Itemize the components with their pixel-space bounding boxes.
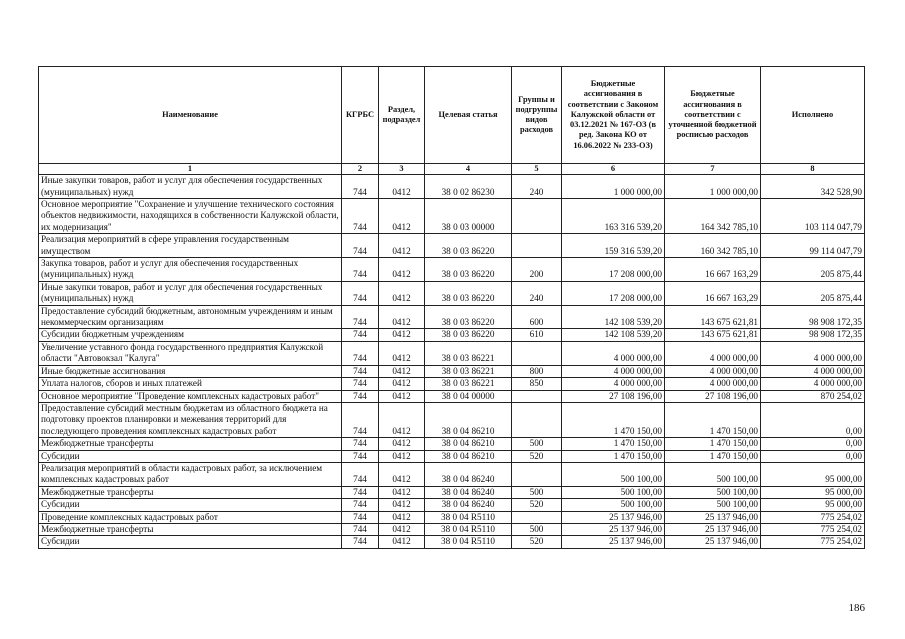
table-row (39, 341, 865, 365)
col-number: 8 (761, 164, 865, 175)
row-done: 0,00 (761, 438, 865, 450)
table-row (39, 258, 865, 282)
row-section: 0412 (379, 305, 425, 329)
row-kgrbs: 744 (342, 341, 379, 365)
row-name: Субсидии (39, 499, 342, 511)
row-section: 0412 (379, 378, 425, 390)
row-kgrbs: 744 (342, 486, 379, 498)
row-assign-plan: 4 000 000,00 (665, 341, 761, 365)
row-group: 240 (512, 175, 562, 199)
header-kgrbs: КГРБС (342, 67, 379, 164)
row-target: 38 0 04 R5110 (425, 536, 512, 548)
table-row (39, 523, 865, 535)
row-target: 38 0 02 86230 (425, 175, 512, 199)
row-assign-plan: 25 137 946,00 (665, 536, 761, 548)
row-kgrbs: 744 (342, 511, 379, 523)
row-assign-law: 1 000 000,00 (562, 175, 665, 199)
row-done: 99 114 047,79 (761, 234, 865, 258)
row-group: 200 (512, 258, 562, 282)
row-assign-law: 17 208 000,00 (562, 258, 665, 282)
row-assign-plan: 1 470 150,00 (665, 402, 761, 437)
table-row (39, 329, 865, 341)
row-group: 520 (512, 450, 562, 462)
row-target: 38 0 04 86240 (425, 499, 512, 511)
row-kgrbs: 744 (342, 499, 379, 511)
row-assign-law: 25 137 946,00 (562, 536, 665, 548)
row-kgrbs: 744 (342, 199, 379, 234)
row-name: Основное мероприятие "Проведение комплексных кадастровых работ" (39, 390, 342, 402)
row-done: 775 254,02 (761, 523, 865, 535)
row-done: 0,00 (761, 402, 865, 437)
row-target: 38 0 03 86221 (425, 365, 512, 377)
row-name: Иные бюджетные ассигнования (39, 365, 342, 377)
row-kgrbs: 744 (342, 305, 379, 329)
table-row (39, 378, 865, 390)
row-name: Межбюджетные трансферты (39, 486, 342, 498)
row-kgrbs: 744 (342, 523, 379, 535)
row-name: Проведение комплексных кадастровых работ (39, 511, 342, 523)
row-kgrbs: 744 (342, 438, 379, 450)
row-kgrbs: 744 (342, 378, 379, 390)
row-done: 95 000,00 (761, 462, 865, 486)
row-assign-law: 142 108 539,20 (562, 329, 665, 341)
row-done: 775 254,02 (761, 511, 865, 523)
row-name: Иные закупки товаров, работ и услуг для обеспечения государственных (муниципальных) нужд (39, 281, 342, 305)
row-section: 0412 (379, 175, 425, 199)
row-group: 500 (512, 523, 562, 535)
row-group: 850 (512, 378, 562, 390)
row-group: 800 (512, 365, 562, 377)
table-header-row (39, 67, 865, 164)
header-groups: Группы и подгруппы видов расходов (512, 67, 562, 164)
row-section: 0412 (379, 341, 425, 365)
row-assign-plan: 160 342 785,10 (665, 234, 761, 258)
row-name: Иные закупки товаров, работ и услуг для обеспечения государственных (муниципальных) нужд (39, 175, 342, 199)
row-name: Реализация мероприятий в сфере управления государственным имуществом (39, 234, 342, 258)
col-number: 2 (342, 164, 379, 175)
row-kgrbs: 744 (342, 402, 379, 437)
table-row (39, 199, 865, 234)
row-assign-law: 1 470 150,00 (562, 450, 665, 462)
row-section: 0412 (379, 450, 425, 462)
row-assign-plan: 143 675 621,81 (665, 305, 761, 329)
row-name: Реализация мероприятий в области кадастровых работ, за исключением комплексных кадастровых работ (39, 462, 342, 486)
row-name: Предоставление субсидий бюджетным, автономным учреждениям и иным некоммерческим организациям (39, 305, 342, 329)
col-number: 7 (665, 164, 761, 175)
row-section: 0412 (379, 258, 425, 282)
row-section: 0412 (379, 329, 425, 341)
row-done: 205 875,44 (761, 258, 865, 282)
row-target: 38 0 04 86210 (425, 438, 512, 450)
table-row (39, 365, 865, 377)
row-group: 610 (512, 329, 562, 341)
row-group: 520 (512, 536, 562, 548)
row-assign-law: 159 316 539,20 (562, 234, 665, 258)
row-target: 38 0 03 86220 (425, 234, 512, 258)
row-assign-plan: 1 470 150,00 (665, 438, 761, 450)
row-target: 38 0 03 00000 (425, 199, 512, 234)
row-name: Увеличение уставного фонда государственного предприятия Калужской области "Автовокзал "Калуга" (39, 341, 342, 365)
row-assign-plan: 500 100,00 (665, 462, 761, 486)
header-assign-law: Бюджетные ассигнования в соответствии с Законом Калужской области от 03.12.2021 № 167-ОЗ (в ред. Закона КО от 16.06.2022 № 233-ОЗ) (562, 67, 665, 164)
col-number: 4 (425, 164, 512, 175)
row-assign-law: 500 100,00 (562, 462, 665, 486)
row-target: 38 0 04 00000 (425, 390, 512, 402)
row-name: Межбюджетные трансферты (39, 438, 342, 450)
row-done: 4 000 000,00 (761, 341, 865, 365)
table-row (39, 450, 865, 462)
row-group (512, 234, 562, 258)
row-done: 342 528,90 (761, 175, 865, 199)
table-row (39, 305, 865, 329)
row-done: 95 000,00 (761, 486, 865, 498)
row-section: 0412 (379, 462, 425, 486)
row-section: 0412 (379, 234, 425, 258)
header-target: Целевая статья (425, 67, 512, 164)
row-done: 0,00 (761, 450, 865, 462)
row-done: 98 908 172,35 (761, 329, 865, 341)
row-kgrbs: 744 (342, 536, 379, 548)
row-kgrbs: 744 (342, 234, 379, 258)
row-target: 38 0 03 86220 (425, 258, 512, 282)
row-assign-law: 25 137 946,00 (562, 523, 665, 535)
row-done: 205 875,44 (761, 281, 865, 305)
row-done: 4 000 000,00 (761, 365, 865, 377)
row-group (512, 511, 562, 523)
row-assign-plan: 1 470 150,00 (665, 450, 761, 462)
row-name: Уплата налогов, сборов и иных платежей (39, 378, 342, 390)
col-number: 5 (512, 164, 562, 175)
row-kgrbs: 744 (342, 450, 379, 462)
row-group (512, 199, 562, 234)
row-group (512, 462, 562, 486)
row-target: 38 0 03 86221 (425, 378, 512, 390)
row-assign-plan: 1 000 000,00 (665, 175, 761, 199)
row-target: 38 0 04 86240 (425, 486, 512, 498)
row-name: Субсидии (39, 450, 342, 462)
row-section: 0412 (379, 438, 425, 450)
header-section: Раздел, подраздел (379, 67, 425, 164)
budget-table (38, 66, 865, 549)
row-assign-law: 17 208 000,00 (562, 281, 665, 305)
table-row (39, 536, 865, 548)
header-name: Наименование (39, 67, 342, 164)
col-number: 3 (379, 164, 425, 175)
row-done: 870 254,02 (761, 390, 865, 402)
row-assign-plan: 4 000 000,00 (665, 378, 761, 390)
row-assign-law: 4 000 000,00 (562, 378, 665, 390)
col-number: 1 (39, 164, 342, 175)
table-row (39, 511, 865, 523)
row-assign-law: 500 100,00 (562, 486, 665, 498)
row-name: Межбюджетные трансферты (39, 523, 342, 535)
row-section: 0412 (379, 199, 425, 234)
row-group (512, 341, 562, 365)
table-row (39, 175, 865, 199)
row-target: 38 0 03 86220 (425, 281, 512, 305)
row-assign-plan: 4 000 000,00 (665, 365, 761, 377)
row-done: 4 000 000,00 (761, 378, 865, 390)
row-done: 98 908 172,35 (761, 305, 865, 329)
page-number: 186 (848, 602, 865, 614)
row-target: 38 0 03 86220 (425, 305, 512, 329)
row-assign-plan: 500 100,00 (665, 486, 761, 498)
row-assign-law: 163 316 539,20 (562, 199, 665, 234)
row-target: 38 0 04 86210 (425, 402, 512, 437)
row-group: 500 (512, 486, 562, 498)
row-assign-plan: 500 100,00 (665, 499, 761, 511)
row-target: 38 0 03 86220 (425, 329, 512, 341)
column-number-row (39, 164, 865, 175)
row-kgrbs: 744 (342, 175, 379, 199)
row-group (512, 402, 562, 437)
row-name: Субсидии (39, 536, 342, 548)
row-target: 38 0 04 86240 (425, 462, 512, 486)
row-group (512, 390, 562, 402)
row-kgrbs: 744 (342, 390, 379, 402)
row-assign-law: 4 000 000,00 (562, 365, 665, 377)
row-name: Закупка товаров, работ и услуг для обеспечения государственных (муниципальных) нужд (39, 258, 342, 282)
row-assign-law: 500 100,00 (562, 499, 665, 511)
row-kgrbs: 744 (342, 462, 379, 486)
row-done: 95 000,00 (761, 499, 865, 511)
row-assign-law: 1 470 150,00 (562, 438, 665, 450)
row-name: Субсидии бюджетным учреждениям (39, 329, 342, 341)
row-section: 0412 (379, 486, 425, 498)
row-target: 38 0 04 R5110 (425, 511, 512, 523)
row-kgrbs: 744 (342, 258, 379, 282)
col-number: 6 (562, 164, 665, 175)
row-section: 0412 (379, 402, 425, 437)
row-assign-law: 25 137 946,00 (562, 511, 665, 523)
row-assign-law: 27 108 196,00 (562, 390, 665, 402)
row-assign-plan: 143 675 621,81 (665, 329, 761, 341)
table-row (39, 281, 865, 305)
row-kgrbs: 744 (342, 281, 379, 305)
row-done: 103 114 047,79 (761, 199, 865, 234)
table-row (39, 390, 865, 402)
row-section: 0412 (379, 390, 425, 402)
row-target: 38 0 03 86221 (425, 341, 512, 365)
row-assign-plan: 16 667 163,29 (665, 258, 761, 282)
row-section: 0412 (379, 365, 425, 377)
row-section: 0412 (379, 523, 425, 535)
row-section: 0412 (379, 511, 425, 523)
row-assign-plan: 25 137 946,00 (665, 523, 761, 535)
table-row (39, 234, 865, 258)
row-group: 240 (512, 281, 562, 305)
row-assign-plan: 164 342 785,10 (665, 199, 761, 234)
table-body (39, 175, 865, 549)
header-assign-plan: Бюджетные ассигнования в соответствии с уточненной бюджетной росписью расходов (665, 67, 761, 164)
row-group: 500 (512, 438, 562, 450)
row-done: 775 254,02 (761, 536, 865, 548)
row-group: 600 (512, 305, 562, 329)
row-section: 0412 (379, 281, 425, 305)
row-section: 0412 (379, 536, 425, 548)
row-kgrbs: 744 (342, 329, 379, 341)
row-kgrbs: 744 (342, 365, 379, 377)
table-row (39, 402, 865, 437)
row-assign-plan: 25 137 946,00 (665, 511, 761, 523)
row-name: Основное мероприятие "Сохранение и улучшение технического состояния объектов недвижимости, находящихся в собственности Калужской области, их модернизация" (39, 199, 342, 234)
row-assign-law: 1 470 150,00 (562, 402, 665, 437)
row-section: 0412 (379, 499, 425, 511)
row-assign-law: 4 000 000,00 (562, 341, 665, 365)
table-row (39, 486, 865, 498)
row-group: 520 (512, 499, 562, 511)
table-row (39, 438, 865, 450)
row-assign-plan: 16 667 163,29 (665, 281, 761, 305)
table-row (39, 499, 865, 511)
row-name: Предоставление субсидий местным бюджетам из областного бюджета на подготовку проектов планировки и межевания территорий для последующего проведения комплексных кадастровых работ (39, 402, 342, 437)
header-done: Исполнено (761, 67, 865, 164)
row-target: 38 0 04 R5110 (425, 523, 512, 535)
row-target: 38 0 04 86210 (425, 450, 512, 462)
row-assign-law: 142 108 539,20 (562, 305, 665, 329)
row-assign-plan: 27 108 196,00 (665, 390, 761, 402)
table-row (39, 462, 865, 486)
